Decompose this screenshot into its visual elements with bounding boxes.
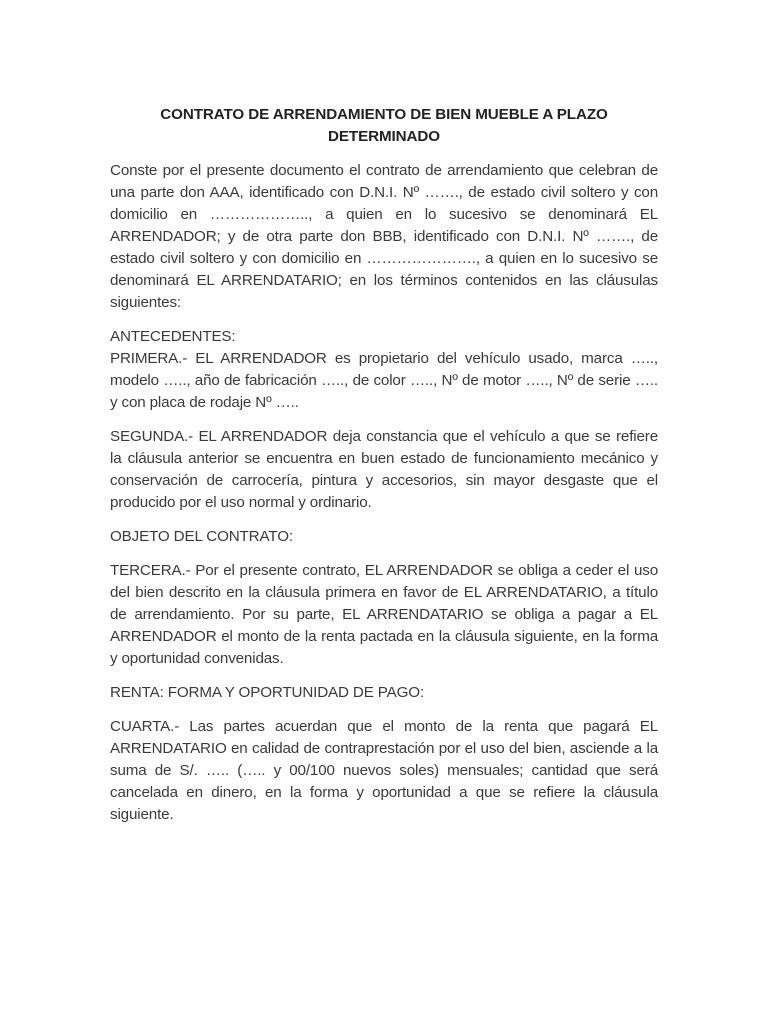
clause-primera: PRIMERA.- EL ARRENDADOR es propietario del vehículo usado, marca ….., modelo ….., año de fabricación ….., de color ….., Nº de motor ….., Nº de serie ….. y con placa de rodaje Nº …..: [110, 350, 658, 411]
heading-renta: RENTA: FORMA Y OPORTUNIDAD DE PAGO:: [110, 684, 425, 701]
heading-antecedentes: ANTECEDENTES:: [110, 328, 236, 345]
title-line-1: CONTRATO DE ARRENDAMIENTO DE BIEN MUEBLE A PLAZO: [160, 106, 608, 123]
document-title: [110, 104, 658, 148]
clause-segunda: SEGUNDA.- EL ARRENDADOR deja constancia que el vehículo a que se refiere la cláusula anterior se encuentra en buen estado de funcionamiento mecánico y conservación de carrocería, pintura y accesorios, sin mayor desgaste que el producido por el uso normal y ordinario.: [110, 428, 658, 511]
clause-cuarta: CUARTA.- Las partes acuerdan que el monto de la renta que pagará EL ARRENDATARIO en calidad de contraprestación por el uso del bien, asciende a la suma de S/. ….. (….. y 00/100 nuevos soles) mensuales; cantidad que será cancelada en dinero, en la forma y oportunidad a que se refiere la cláusula siguiente.: [110, 718, 658, 823]
document-body: [110, 104, 658, 838]
intro-paragraph: Conste por el presente documento el contrato de arrendamiento que celebran de una parte don AAA, identificado con D.N.I. Nº ……., de estado civil soltero y con domicilio en ……………….., a quien en lo sucesivo se denominará EL ARRENDADOR; y de otra parte don BBB, identificado con D.N.I. Nº ……., de estado civil soltero y con domicilio en …………………., a quien en lo sucesivo se denominará EL ARRENDATARIO; en los términos contenidos en las cláusulas siguientes:: [110, 162, 658, 311]
heading-objeto: OBJETO DEL CONTRATO:: [110, 528, 293, 545]
clause-tercera: TERCERA.- Por el presente contrato, EL ARRENDADOR se obliga a ceder el uso del bien descrito en la cláusula primera en favor de EL ARRENDATARIO, a título de arrendamiento. Por su parte, EL ARRENDATARIO se obliga a pagar a EL ARRENDADOR el monto de la renta pactada en la cláusula siguiente, en la forma y oportunidad convenidas.: [110, 562, 658, 667]
title-line-2: DETERMINADO: [328, 128, 440, 145]
